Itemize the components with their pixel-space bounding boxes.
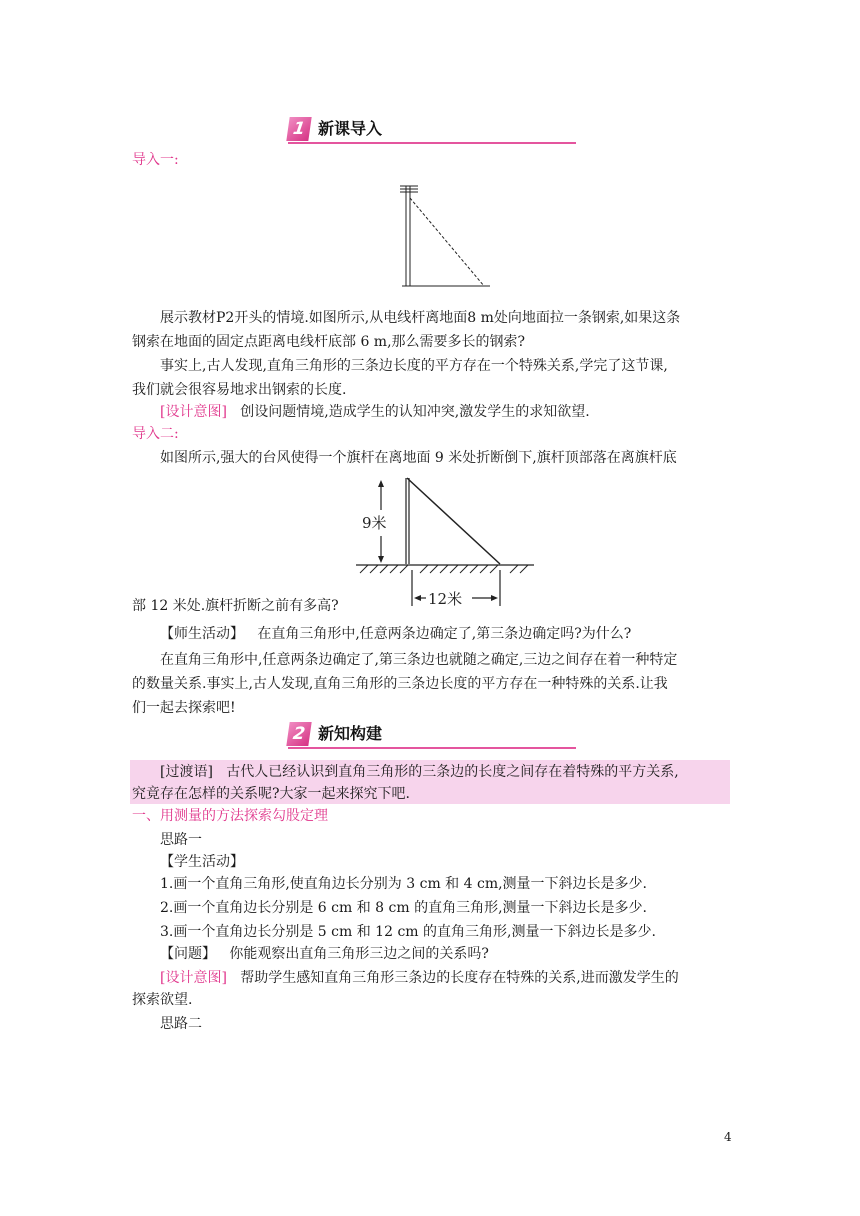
- section-heading-intro: [288, 117, 578, 145]
- page-number: 4: [724, 1130, 732, 1144]
- intro2-paragraph-line: 们一起去探索吧!: [132, 700, 236, 716]
- pole-cable-figure: [390, 180, 500, 292]
- question: [160, 944, 489, 964]
- section-number-badge: 2: [286, 722, 311, 746]
- transition-line: 究竟存在怎样的关系呢?大家一起来探究下吧.: [132, 786, 410, 802]
- transition-text: 古代人已经认识到直角三角形的三条边的长度之间存在着特殊的平方关系,: [226, 764, 679, 780]
- intro1-paragraph-line: 展示教材P2开头的情境.如图所示,从电线杆离地面8 m处向地面拉一条钢索,如果这条: [160, 310, 681, 326]
- section-title: 新课导入: [318, 119, 383, 138]
- activity-tag: 【师生活动】: [160, 626, 244, 642]
- section-rule: [288, 747, 576, 749]
- idea-label: 思路二: [160, 1016, 202, 1032]
- intro2-paragraph-line: 如图所示,强大的台风使得一个旗杆在离地面 9 米处折断倒下,旗杆顶部落在离旗杆底: [160, 450, 677, 466]
- section-title: 新知构建: [318, 724, 383, 743]
- activity-text: 在直角三角形中,任意两条边确定了,第三条边确定吗?为什么?: [257, 626, 632, 642]
- section-number-badge: 1: [286, 117, 311, 141]
- section-rule: [288, 142, 576, 144]
- intro2-paragraph-line: 部 12 米处.旗杆折断之前有多高?: [132, 598, 339, 614]
- base-label: 12米: [428, 590, 463, 608]
- design-intent-tag: [设计意图]: [160, 970, 227, 986]
- activity-item: 3.画一个直角边长分别是 5 cm 和 12 cm 的直角三角形,测量一下斜边长是多少.: [160, 924, 656, 940]
- idea-label: 思路一: [160, 832, 202, 848]
- transition-line: [160, 762, 679, 782]
- question-tag: 【问题】: [160, 946, 216, 962]
- design-intent: [160, 402, 590, 422]
- design-intent: [160, 968, 679, 988]
- activity-item: 2.画一个直角边长分别是 6 cm 和 8 cm 的直角三角形,测量一下斜边长是多少.: [160, 900, 648, 916]
- intro1-paragraph-line: 钢索在地面的固定点距离电线杆底部 6 m,那么需要多长的钢索?: [132, 334, 526, 350]
- intro1-paragraph-line: 我们就会很容易地求出钢索的长度.: [132, 382, 347, 398]
- height-label: 9米: [362, 514, 387, 532]
- teacher-student-activity: [160, 624, 631, 644]
- activity-item: 1.画一个直角三角形,使直角边长分别为 3 cm 和 4 cm,测量一下斜边长是多少.: [160, 876, 648, 892]
- design-intent-tag: [设计意图]: [160, 404, 227, 420]
- design-intent-text: 帮助学生感知直角三角形三条边的长度存在特殊的关系,进而激发学生的: [240, 970, 679, 986]
- question-text: 你能观察出直角三角形三边之间的关系吗?: [229, 946, 489, 962]
- flagpole-figure: [350, 474, 540, 614]
- student-activity-tag: 【学生活动】: [160, 854, 244, 870]
- design-intent-text: 创设问题情境,造成学生的认知冲突,激发学生的求知欲望.: [240, 404, 590, 420]
- intro2-label: 导入二:: [132, 426, 179, 442]
- part1-heading: 一、用测量的方法探索勾股定理: [132, 808, 328, 824]
- transition-tag: [过渡语]: [160, 764, 213, 780]
- intro1-paragraph-line: 事实上,古人发现,直角三角形的三条边长度的平方存在一个特殊关系,学完了这节课,: [160, 358, 668, 374]
- section-heading-new-knowledge: [288, 722, 578, 750]
- intro2-paragraph-line: 在直角三角形中,任意两条边确定了,第三条边也就随之确定,三边之间存在着一种特定: [160, 652, 678, 668]
- intro1-label: 导入一:: [132, 152, 179, 168]
- intro2-paragraph-line: 的数量关系.事实上,古人发现,直角三角形的三条边长度的平方存在一种特殊的关系.让我: [132, 676, 668, 692]
- design-intent-continuation: 探索欲望.: [132, 992, 193, 1008]
